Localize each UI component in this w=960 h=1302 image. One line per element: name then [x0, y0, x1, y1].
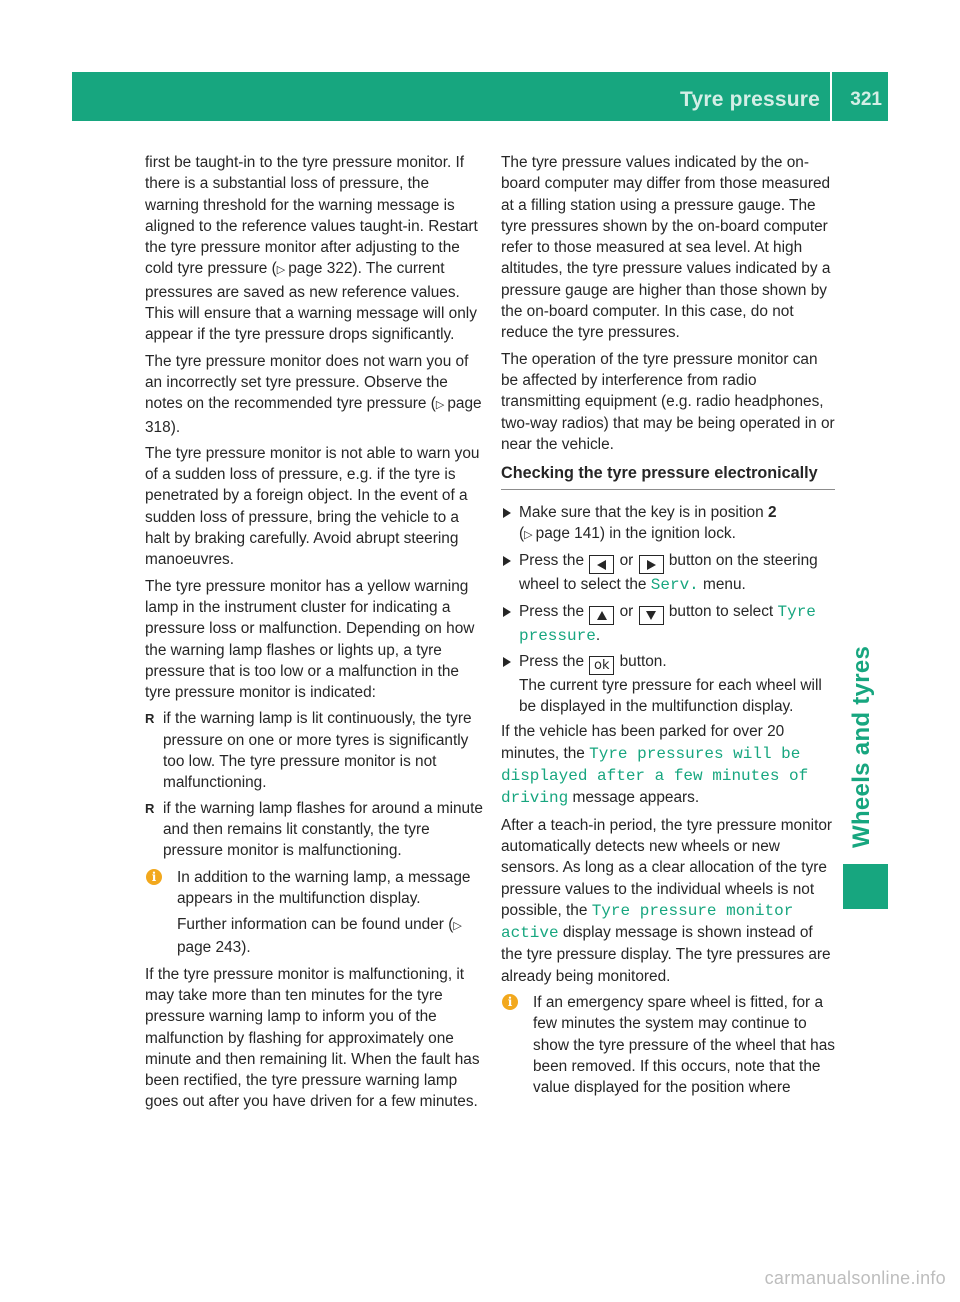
- list-item: R if the warning lamp is lit continuously, the tyre pressure on one or more tyres is significantly too low. The tyre pressure monitor is not malfunctioning.: [145, 710, 472, 792]
- paragraph: first be taught-in to the tyre pressure monitor. If there is a substantial loss of pressure, the warning threshold for the warning message is aligned to the reference values taught-in. Restart the tyre pressure monitor after adjusting to the cold tyre pressure (▷ page 322). The current pressures are saved as new reference values. This will ensure that a warning message will only appear if the tyre pressure drops significantly.: [145, 154, 478, 344]
- left-arrow-key-icon: [589, 555, 614, 574]
- page-reference[interactable]: page 141: [535, 524, 600, 542]
- bullet-icon: R: [145, 711, 155, 727]
- bullet-icon: R: [145, 800, 155, 816]
- page-number: 321: [850, 89, 882, 110]
- instruction-step: Press the ok button. The current tyre pressure for each wheel will be displayed in the multifunction display.: [501, 651, 835, 718]
- info-note: [501, 992, 835, 1098]
- display-text: Serv.: [650, 576, 699, 595]
- bullet-list: [145, 708, 484, 861]
- page-reference[interactable]: page 318: [145, 395, 482, 436]
- step-arrow-icon: [503, 607, 511, 617]
- display-text: Tyre pressure monitor active: [501, 901, 794, 943]
- down-arrow-key-icon: [639, 606, 664, 625]
- display-text: Tyre pressures will be displayed after a few minutes of driving: [501, 744, 809, 808]
- right-arrow-key-icon: [639, 555, 664, 574]
- paragraph: The tyre pressure monitor is not able to warn you of a sudden loss of pressure, e.g. if the tyre is penetrated by a foreign object. In the event of a sudden loss of pressure, bring the vehicle to a halt by braking carefully. Avoid abrupt steering manoeuvres.: [145, 444, 480, 569]
- page-reference[interactable]: page 243: [177, 939, 242, 957]
- step-arrow-icon: [503, 508, 511, 518]
- note-text: In addition to the warning lamp, a message appears in the multifunction display.: [177, 868, 471, 907]
- instruction-step: Make sure that the key is in position 2 (▷ page 141) in the ignition lock.: [501, 502, 835, 547]
- info-icon: i: [146, 869, 162, 885]
- list-item: R if the warning lamp flashes for around a minute and then remains lit constantly, the tyre pressure monitor is malfunctioning.: [145, 799, 483, 860]
- paragraph: If the tyre pressure monitor is malfunctioning, it may take more than ten minutes for the tyre pressure warning lamp to inform you of the malfunction by flashing for approximately one minute and then remaining lit. When the fault has been rectified, the tyre pressure warning lamp goes out after you have driven for a few minutes.: [145, 965, 480, 1111]
- watermark: carmanualsonline.info: [764, 1268, 946, 1288]
- instruction-step: Press the or button to select Tyre pressure.: [501, 601, 835, 647]
- paragraph: The tyre pressure values indicated by the on-board computer may differ from those measured at a filling station using a pressure gauge. The tyre pressures shown by the on-board computer refer to those measured at sea level. At high altitudes, the tyre pressure values indicated by a pressure gauge are higher than those shown by the on-board computer. In this case, do not reduce the tyre pressures.: [501, 154, 831, 342]
- xref-arrow-icon: ▷: [435, 399, 448, 412]
- page-reference[interactable]: page 322: [288, 260, 353, 278]
- page-title: Tyre pressure: [680, 88, 820, 111]
- xref-arrow-icon: ▷: [453, 920, 462, 933]
- info-note: [145, 867, 484, 959]
- xref-arrow-icon: ▷: [276, 264, 289, 277]
- section-heading: Checking the tyre pressure electronically: [501, 463, 835, 490]
- paragraph: If the vehicle has been parked for over 20 minutes, the Tyre pressures will be displayed after a few minutes of driving message appears.: [501, 723, 809, 808]
- xref-arrow-icon: ▷: [524, 528, 536, 541]
- side-tab-marker: [843, 864, 888, 909]
- left-column: [145, 152, 484, 1118]
- up-arrow-key-icon: [589, 606, 614, 625]
- paragraph: The operation of the tyre pressure monitor can be affected by interference from radio transmitting equipment (e.g. radio headphones, two-way radios) that may be being operated in or near the vehicle.: [501, 350, 835, 453]
- side-tab: [848, 530, 884, 848]
- paragraph: After a teach-in period, the tyre pressure monitor automatically detects new wheels or new sensors. As long as a clear allocation of the tyre pressure values to the individual wheels is not possible, the Tyre pressure monitor active display message is shown instead of the tyre pressure display. The tyre pressures are already being monitored.: [501, 816, 833, 985]
- note-text: If an emergency spare wheel is fitted, for a few minutes the system may continue to show the tyre pressure of the wheel that has been removed. If this occurs, note that the value displayed for the position where: [533, 994, 835, 1097]
- right-column: [501, 152, 835, 1103]
- ok-key-icon: ok: [589, 656, 614, 675]
- info-icon: i: [502, 994, 518, 1010]
- paragraph: The tyre pressure monitor does not warn you of an incorrectly set tyre pressure. Observe the notes on the recommended tyre pressure (▷ page 318).: [145, 352, 482, 436]
- step-arrow-icon: [503, 657, 511, 667]
- step-result: The current tyre pressure for each wheel will be displayed in the multifunction display.: [519, 676, 822, 716]
- header-divider: [830, 72, 832, 121]
- paragraph: The tyre pressure monitor has a yellow warning lamp in the instrument cluster for indicating a pressure loss or malfunction. Depending on how the warning lamp flashes or lights up, a tyre pressure that is too low or a malfunction in the tyre pressure monitor is indicated:: [145, 577, 475, 702]
- header-bar: [72, 72, 888, 121]
- side-tab-label: Wheels and tyres: [848, 645, 875, 848]
- instruction-step: Press the or button on the steering wheel to select the Serv. menu.: [501, 550, 835, 596]
- note-text: Further information can be found under (▷ page 243).: [177, 916, 462, 957]
- step-arrow-icon: [503, 556, 511, 566]
- display-text: Tyre pressure: [519, 602, 816, 645]
